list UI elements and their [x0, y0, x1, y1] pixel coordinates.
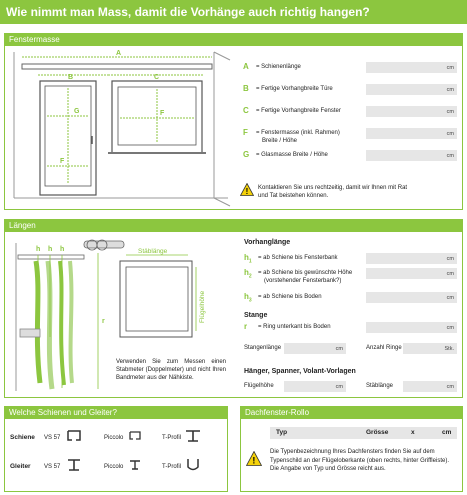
gleiter-label: Gleiter [10, 463, 31, 470]
stange-title: Stange [244, 312, 268, 319]
h-letter: $h_3$ [244, 292, 252, 304]
stangenlaenge-label: Stangenlänge [244, 345, 282, 351]
label-r: r [102, 318, 105, 325]
schiene-label: Schiene [10, 434, 35, 441]
legend-field[interactable]: cm [366, 62, 457, 73]
legend-field[interactable]: cm [366, 84, 457, 95]
section-header-schienen: Welche Schienen und Gleiter? [4, 406, 228, 418]
section-header-dachfenster: Dachfenster-Rollo [240, 406, 463, 418]
h-row-field[interactable]: cm [366, 253, 457, 264]
label-a: A [116, 50, 122, 57]
dachfenster-warning-text: Die Typenbezeichnung Ihres Dachfensters finden Sie auf dem Typenschild an der Flügeloberkante (oben rechts, hinter Griffleiste). Die Angabe von Typ und Grösse reicht aus. [270, 449, 449, 472]
label-h1: h [36, 246, 41, 253]
label-h3: h [60, 246, 65, 253]
label-b: B [68, 74, 74, 81]
label-f-door: F [60, 158, 65, 165]
gleiter-vs57: VS 57 [44, 464, 61, 470]
svg-text:!: ! [245, 187, 249, 196]
stangenlaenge-field[interactable]: cm [284, 343, 346, 354]
legend-field[interactable]: cm [366, 150, 457, 161]
vorhanglaenge-title: Vorhanglänge [244, 239, 291, 246]
schiene-profile-icons [66, 429, 216, 443]
staeblaenge-label: Stäblänge [366, 383, 394, 389]
stange-field[interactable]: cm [366, 322, 457, 333]
gleiter-piccolo: Piccolo [104, 464, 124, 470]
legend-field[interactable]: cm [366, 106, 457, 117]
label-c: C [154, 74, 160, 81]
dach-header-cm: cm [442, 429, 452, 436]
h-row-field[interactable]: cm [366, 292, 457, 303]
legend-letter: C [243, 106, 249, 115]
label-g-door-top: G [74, 108, 80, 115]
legend-text: = Fertige Vorhangbreite Fenster [256, 108, 341, 114]
h-row-text: = ab Schiene bis Fensterbank [258, 255, 338, 261]
fluegelhoehe-field[interactable]: cm [284, 381, 346, 392]
label-f-window: F [160, 110, 165, 117]
legend-text: = Fertige Vorhangbreite Türe [256, 86, 333, 92]
h-row-text: = ab Schiene bis Boden [258, 294, 322, 300]
dach-header-groesse: Grösse [366, 429, 389, 436]
legend-letter: B [243, 84, 249, 93]
dach-header-x: x [411, 429, 415, 436]
stange-row-text: = Ring unterkant bis Boden [258, 324, 331, 330]
dach-header-typ: Typ [276, 429, 288, 436]
dach-warning-icon [246, 451, 262, 466]
anzahl-ringe-field[interactable]: Stk. [403, 343, 457, 354]
h-row-text: = ab Schiene bis gewünschte Höhe [258, 270, 353, 276]
window-door-diagram [8, 48, 236, 208]
haenger-title: Hänger, Spanner, Volant-Vorlagen [244, 368, 356, 375]
label-h2: h [48, 246, 53, 253]
label-staeblaenge: Stäblänge [138, 248, 168, 255]
legend-text: = Fenstermasse (inkl. Rahmen) [256, 130, 340, 136]
schiene-tprofil: T-Profil [162, 435, 182, 441]
measuring-note: Verwenden Sie zum Messen einen Stabmeter (Doppelmeter) und nicht Ihren Bandmeter aus der Nähkiste. [116, 359, 226, 381]
legend-letter: A [243, 62, 249, 71]
staeblaenge-field[interactable]: cm [403, 381, 457, 392]
warning-icon [240, 183, 254, 196]
schiene-vs57: VS 57 [44, 435, 61, 441]
legend-letter: G [243, 150, 250, 159]
h-letter: $h_2$ [244, 268, 252, 280]
h-row-text-2: (vorstehender Fensterbank?) [264, 278, 342, 284]
h-letter: $h_1$ [244, 253, 252, 265]
gleiter-profile-icons [66, 457, 216, 473]
legend-text: = Glasmasse Breite / Höhe [256, 152, 328, 158]
legend-text: = Schienenlänge [256, 64, 301, 70]
legend-text-2: Breite / Höhe [262, 138, 298, 144]
legend-field[interactable]: cm [366, 128, 457, 139]
label-fluegelhoehe: Flügelhöhe [199, 290, 206, 323]
anzahl-ringe-label: Anzahl Ringe [366, 345, 402, 351]
section-header-fenstermasse: Fenstermasse [4, 33, 463, 45]
schiene-piccolo: Piccolo [104, 435, 124, 441]
gleiter-tprofil: T-Profil [162, 464, 182, 470]
page-title: Wie nimmt man Mass, damit die Vorhänge auch richtig hangen? [0, 0, 467, 24]
svg-text:!: ! [252, 455, 256, 466]
letter-r: r [244, 322, 248, 331]
section-header-laengen: Längen [4, 219, 463, 231]
dachfenster-input-row[interactable] [270, 427, 457, 439]
legend-letter: F [243, 128, 248, 137]
fluegelhoehe-label: Flügelhöhe [244, 383, 274, 389]
fenstermasse-warning-text: Kontaktieren Sie uns rechtzeitig, damit wir Ihnen mit Rat und Tat beistehen können. [258, 185, 408, 199]
h-row-field[interactable]: cm [366, 268, 457, 279]
